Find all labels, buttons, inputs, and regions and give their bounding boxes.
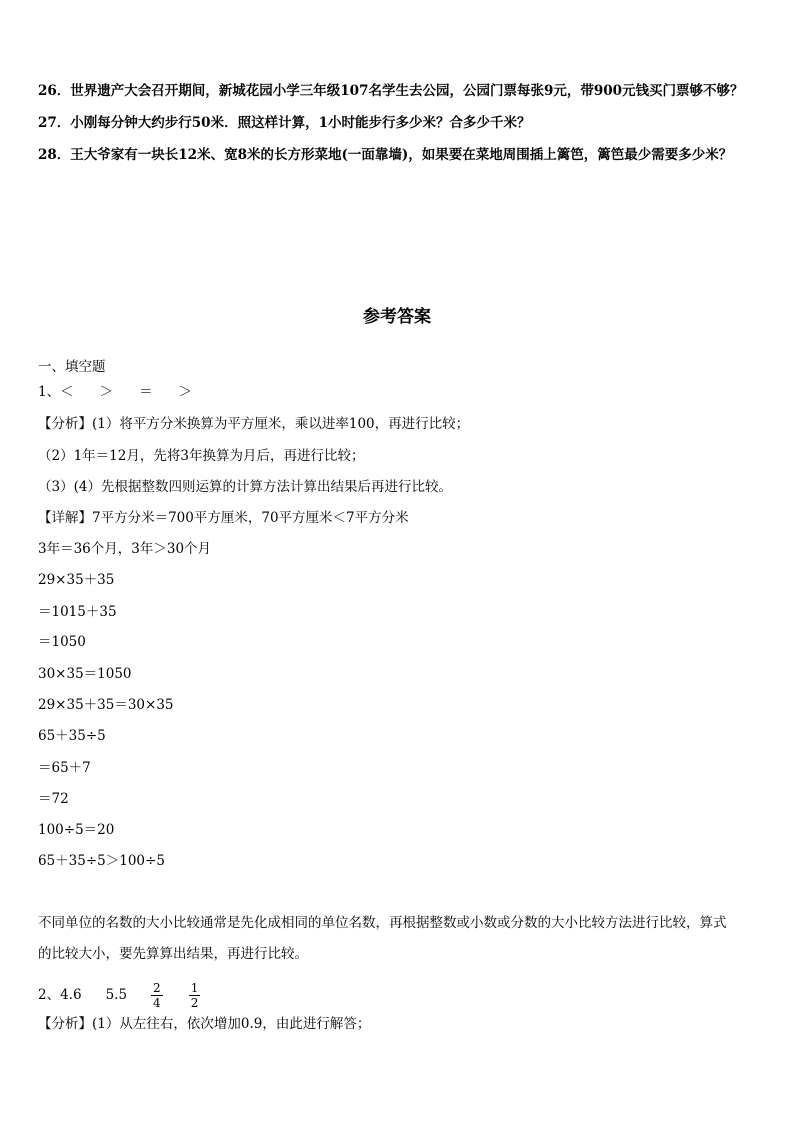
fraction-one-half: $\frac{1}{2}$ (190, 981, 199, 1010)
answer-2-prefix: 2、4.6 (38, 987, 82, 1003)
question-26: 26．世界遗产大会召开期间，新城花园小学三年级107名学生去公园，公园门票每张9元，带900元钱买门票够不够？ (38, 83, 744, 99)
detail-line-1: 【详解】7平方分米＝700平方厘米，70平方厘米＜7平方分米 (38, 510, 409, 526)
answer-1 (38, 382, 192, 402)
calc-line: ＝1015＋35 (38, 604, 117, 620)
calc-line: 65＋35÷5 (38, 728, 106, 744)
calc-line: 3年＝36个月，3年＞30个月 (38, 541, 212, 557)
calc-line: 29×35＋35 (38, 572, 115, 588)
calc-line: 65＋35÷5＞100÷5 (38, 853, 165, 869)
calc-line: ＝1050 (38, 634, 86, 650)
analysis-line-2: （2）1年＝12月，先将3年换算为月后，再进行比较； (38, 448, 365, 464)
analysis-line-4: 【分析】(1）从左往右，依次增加0.9，由此进行解答； (38, 1016, 371, 1032)
answers-title: 参考答案 (363, 307, 431, 327)
answer-2 (38, 981, 206, 1010)
summary-line-1: 不同单位的名数的大小比较通常是先化成相同的单位名数，再根据整数或小数或分数的大小比较方法进行比较，算式 (38, 915, 727, 931)
analysis-line-1: 【分析】(1）将平方分米换算为平方厘米，乘以进率100，再进行比较； (38, 416, 470, 432)
answer-1-symbol-1: ＜ (60, 384, 74, 400)
answer-1-prefix: 1、 (38, 384, 61, 400)
calc-line: ＝72 (38, 791, 69, 807)
question-27: 27．小刚每分钟大约步行50米．照这样计算，1小时能步行多少米？合多少千米？ (38, 115, 531, 131)
calc-line: ＝65＋7 (38, 760, 91, 776)
section-heading: 一、填空题 (38, 359, 106, 375)
fraction-two-quarters: $\frac{2}{4}$ (153, 981, 161, 1010)
answer-2-value: 5.5 (105, 987, 128, 1003)
calc-line: 100÷5＝20 (38, 822, 115, 838)
analysis-line-3: （3）(4）先根据整数四则运算的计算方法计算出结果后再进行比较。 (38, 479, 452, 495)
answer-1-symbol-4: ＞ (178, 384, 193, 400)
question-28: 28．王大爷家有一块长12米、宽8米的长方形菜地(一面靠墙)，如果要在菜地周围插上篱笆，篱笆最少需要多少米？ (38, 147, 733, 163)
answer-1-symbol-3: ＝ (139, 384, 153, 400)
calc-line: 29×35＋35＝30×35 (38, 697, 174, 713)
summary-line-2: 的比较大小，要先算算出结果，再进行比较。 (38, 946, 308, 962)
answer-1-symbol-2: ＞ (99, 384, 114, 400)
calc-line: 30×35＝1050 (38, 666, 132, 682)
